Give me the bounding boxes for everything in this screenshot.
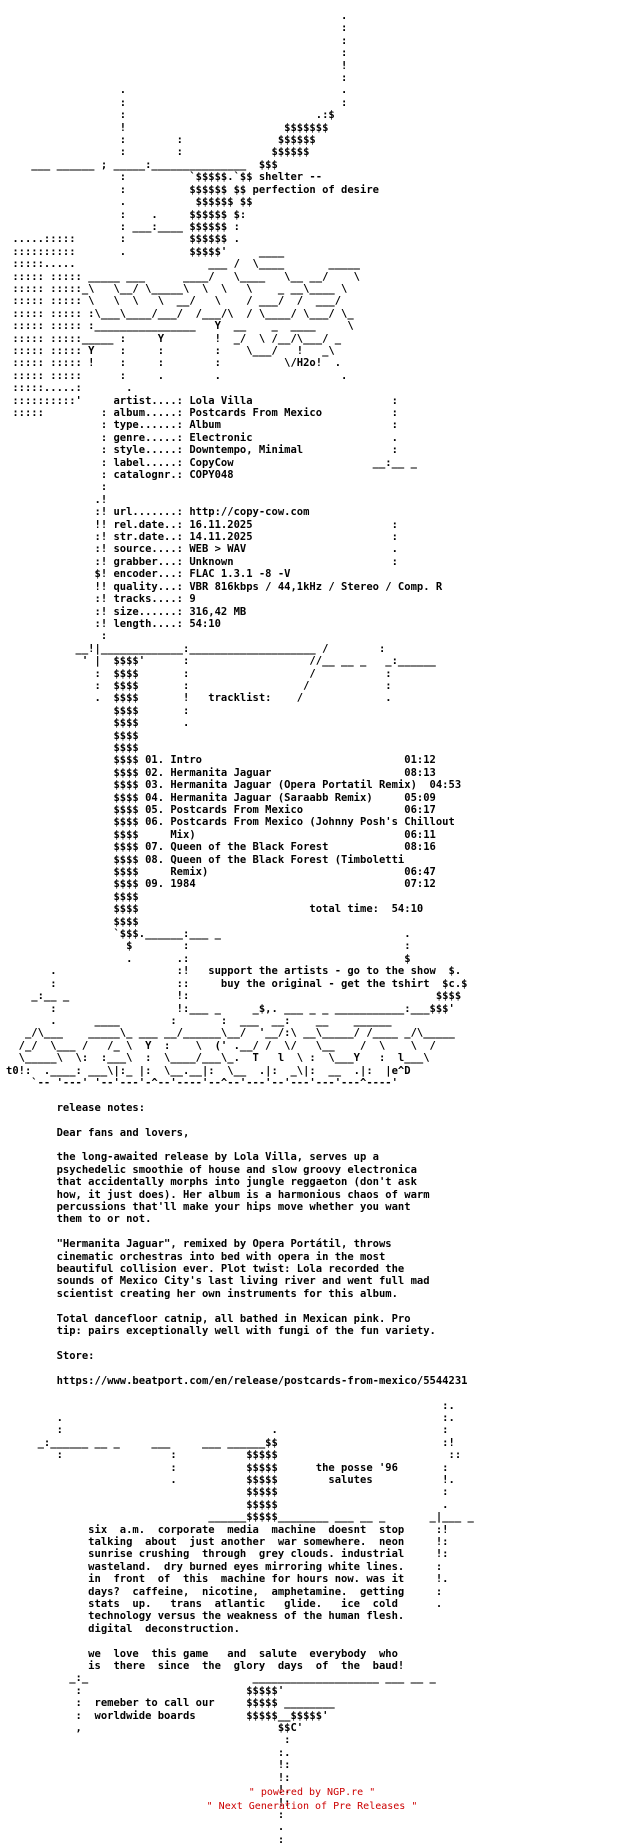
footer-powered-by: " powered by NGP.re " (248, 1787, 376, 1798)
nfo-text: . : : : ! : . . : : : .:$ ! $$$$$$$ : : $$$$$$ : : $$$$$$ ___ ______ ; _____:_______________ $$$ : `$$$$$.`$$ shelter -- : $$$$$$ $$ perfection of desire . $$$$$$ $$ : . $$$$$$ $: : ___:____ $$$$$$ : .....::::: : $$$$$$ . :::::::::: . $$$$$' ____ :::::..... ___ / \____ _____ ::::: ::::: _____ ___ ____/ \____ \__ __/ \ ::::: :::::_\ \__/ \_____\ \ \ \ _ __\____ \ ::::: ::::: \ \ \ \ __/ \ / ___/ / ___/ ::::: ::::: :\___\____/___/ /___/\ / \____/ \___/ \_ ::::: ::::: :________________ Y __ _ ____ \ ::::: :::::_____ : Y ! _/ \ /__/\___/ _ ::::: ::::: Y : : : \___/ ! _\ ::::: ::::: ! : : : \/H2o! . ::::: ::::: : . . . :::::.....: . ::::::::::' artist....: Lola Villa : ::::: : album.....: Postcards From Mexico : : type......: Album : : genre.....: Electronic . : style.....: Downtempo, Minimal : : label.....: CopyCow __:__ _ : catalognr.: COPY048 : .! :! url.......: http://copy-cow.com !! rel.date..: 16.11.2025 : :! str.date..: 14.11.2025 : :! source....: WEB > WAV . :! grabber...: Unknown : $! encoder...: FLAC 1.3.1 -8 -V !! quality...: VBR 816kbps / 44,1kHz / Stereo / Comp. R :! tracks....: 9 :! size......: 316,42 MB :! length....: 54:10 : __!|_____________:____________________ / : ' | $$$$' : //__ __ _ _:______ : $$$$ : / : : $$$$ : / : . $$$$ ! tracklist: / . $$$$ : $$$$ . $$$$ $$$$ $$$$ 01. Intro 01:12 $$$$ 02. Hermanita Jaguar 08:13 $$$$ 03. Hermanita Jaguar (Opera Portatil Remix) 04:53 $$$$ 04. Hermanita Jaguar (Saraabb Remix) 05:09 $$$$ 05. Postcards From Mexico 06:17 $$$$ 06. Postcards From Mexico (Johnny Posh's Chillout $$$$ Mix) 06:11 $$$$ 07. Queen of the Black Forest 08:16 $$$$ 08. Queen of the Black Forest (Timboletti $$$$ Remix) 06:47 $$$$ 09. 1984 07:12 $$$$ $$$$ total time: 54:10 $$$$ `$$$.______:___ _ . $ : : . .: $ . :! support the artists - go to the show $. : :: buy the original - get the tshirt $c.$ _:__ _ !: $$$$ : !:___ _ _$,. ___ _ _ ___________:___$$$' . ____ : : ___ __: __ ______ _/\___ _____\_ ___ __/______\__/ '__/:\ __\_____/ /____ _/\_____ /_/ \___ / /_ \ Y : \ (' .__/ / \/ \__ / \ \ / \_____\ \: :___\ : \____/___\_. T l \ : \___Y : l___\ t0!: .____: ___\|:_ |: \__.__|: \__ .|: _\|: __ .|: |e^D `-- '---' '--'---'-^--'----'--^--'---'--'---'---'---^----' release notes: Dear fans and lovers, the long-awaited release by Lola Villa, serves up a psychedelic smoothie of house and slow groovy electronica that accidentally morphs into jungle reggaeton (don't ask how, it just does). Her album is a harmonious chaos of warm percussions that'll make your hips move whether you want them to or not. "Hermanita Jaguar", remixed by Opera Portátil, throws cinematic orchestras into bed with opera in the most beautiful collision ever. Plot twist: Lola recorded the sounds of Mexico City's last living river and went full mad scientist creating her own instruments for this album. Total dancefloor catnip, all bathed in Mexican pink. Pro tip: pairs exceptionally well with fungi of the fun variety. Store: https://www.beatport.com/en/release/postcards-from-mexico/5544231 :. . :. : . : _:______ __ _ ___ ___ ______$$ :! : : $$$$$ :: : $$$$$ the posse '96 : . $$$$$ salutes !. $$$$$ : $$$$$ . ______$$$$$________ ___ __ _ _|___ _ six a.m. corporate media machine doesnt stop :! talking about just another war somewhere. neon !: sunrise crushing through grey clouds. industrial !: wasteland. dry burned eyes mirroring white lines. : in front of this machine for hours now. was it !. days? caffeine, nicotine, amphetamine. getting : stats up. trans atlantic glide. ice cold . technology versus the weakness of the human flesh. digital deconstruction. we love this game and salute everybody who is there since the glory days of the baud! _:_ ____________________ ___ __ _ : $$$$$' : remeber to call our $$$$$ ________ : worldwide boards $$$$$__$$$$$' , $$C' : :. !: !: !. !: : . : (6, 10, 474, 1846)
footer-tagline: " Next Generation of Pre Releases " (206, 1801, 418, 1812)
